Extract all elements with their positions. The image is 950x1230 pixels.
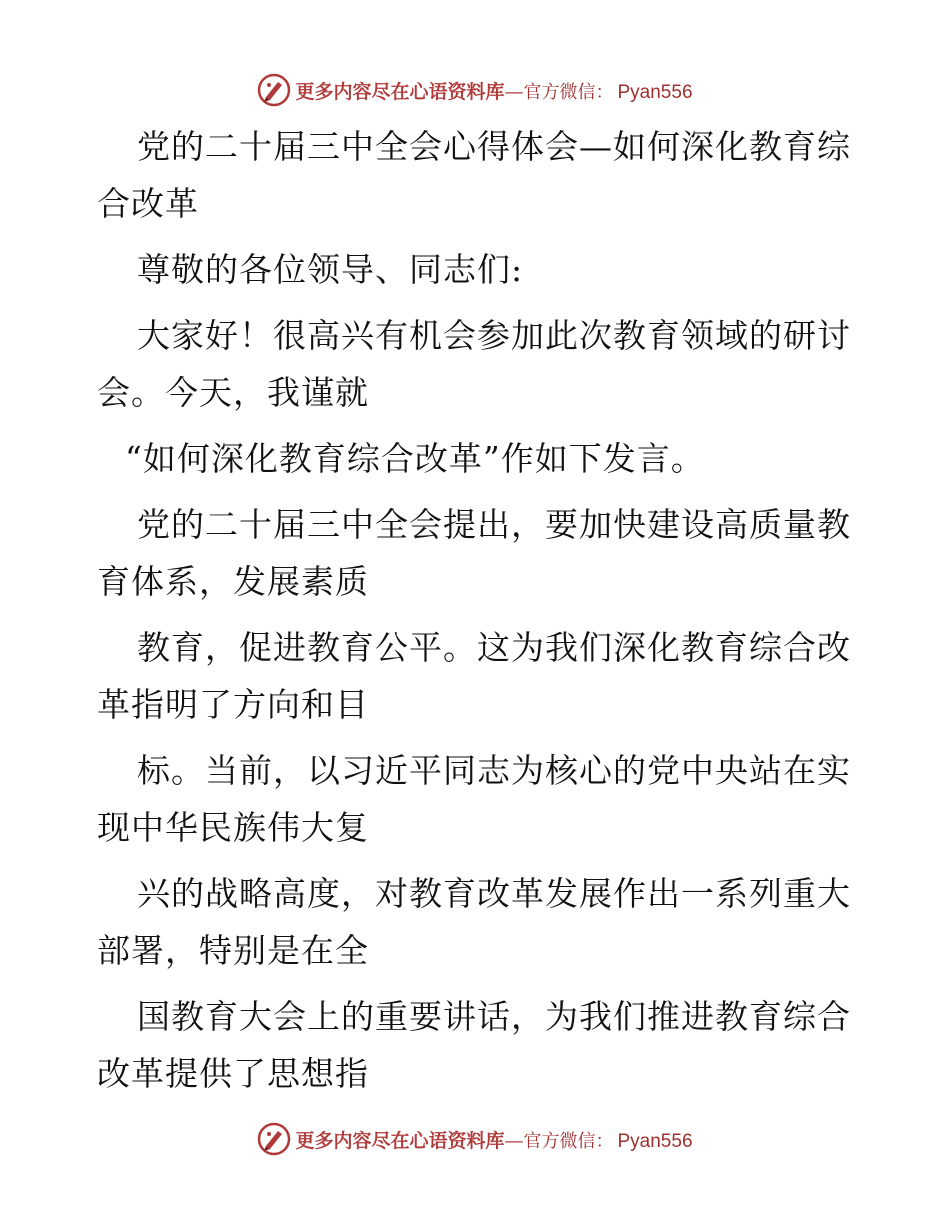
footer-banner: [0, 1119, 950, 1159]
paragraph-line: 尊敬的各位领导、同志们:: [137, 250, 524, 289]
pen-logo-icon: [257, 1122, 291, 1156]
paragraph-line: 兴的战略高度，对教育改革发展作出一系列重大: [137, 874, 851, 913]
banner-main-text: 更多内容尽在心语资料库: [295, 1129, 505, 1152]
paragraph-topic: [97, 430, 857, 487]
banner-separator: —: [504, 1129, 524, 1152]
paragraph-body: [97, 865, 857, 979]
banner-separator: —: [504, 80, 524, 103]
paragraph-line: 改革提供了思想指: [97, 1054, 369, 1093]
banner-sub-text: 官方微信：: [523, 1130, 614, 1152]
banner-main-text: 更多内容尽在心语资料库: [295, 80, 505, 103]
paragraph-line: 会。今天，我谨就: [97, 373, 369, 412]
banner-wechat-id: Pyan556: [617, 1130, 693, 1152]
pen-logo-icon: [257, 73, 291, 107]
paragraph-line: 现中华民族伟大复: [97, 808, 369, 847]
paragraph-line: 合改革: [97, 184, 199, 223]
document-body: [97, 118, 857, 1102]
header-banner: [0, 70, 950, 110]
paragraph-body: [97, 619, 857, 733]
banner-sub-text: 官方微信：: [523, 81, 614, 103]
paragraph-body: [97, 988, 857, 1102]
paragraph-line: 教育，促进教育公平。这为我们深化教育综合改: [137, 628, 851, 667]
paragraph-line: 育体系，发展素质: [97, 562, 369, 601]
paragraph-salutation: [97, 241, 857, 298]
paragraph-line: 标。当前，以习近平同志为核心的党中央站在实: [137, 751, 851, 790]
paragraph-line: “如何深化教育综合改革”作如下发言。: [125, 439, 705, 478]
paragraph-line: 大家好！很高兴有机会参加此次教育领域的研讨: [137, 316, 851, 355]
paragraph-body: [97, 496, 857, 610]
paragraph-line: 党的二十届三中全会心得体会—如何深化教育综: [137, 127, 851, 166]
paragraph-line: 革指明了方向和目: [97, 685, 369, 724]
paragraph-line: 部署，特别是在全: [97, 931, 369, 970]
paragraph-greeting: [97, 307, 857, 421]
paragraph-line: 国教育大会上的重要讲话，为我们推进教育综合: [137, 997, 851, 1036]
paragraph-line: 党的二十届三中全会提出，要加快建设高质量教: [137, 505, 851, 544]
paragraph-body: [97, 742, 857, 856]
paragraph-title: [97, 118, 857, 232]
banner-wechat-id: Pyan556: [617, 81, 693, 103]
